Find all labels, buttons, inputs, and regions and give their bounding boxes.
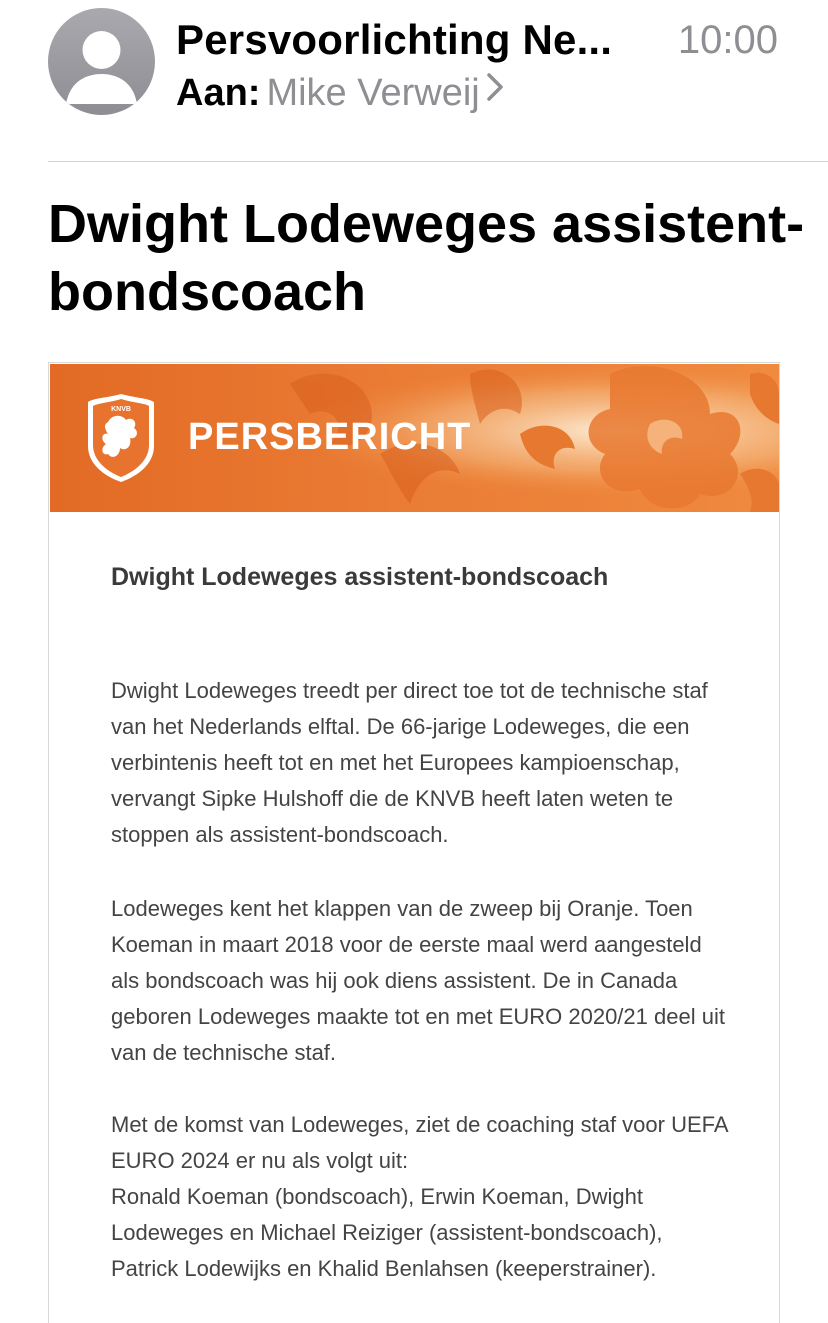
chevron-right-icon[interactable]	[486, 69, 504, 112]
press-release-body	[111, 563, 731, 1281]
sender-name[interactable]: Persvoorlichting Ne...	[176, 16, 613, 63]
knvb-lion-crest-icon	[86, 392, 156, 484]
recipient-name[interactable]: Mike Verweij	[266, 72, 480, 114]
persbericht-banner	[50, 364, 779, 512]
email-subject: Dwight Lodeweges assistent-bondscoach	[48, 194, 805, 322]
email-time: 10:00	[677, 18, 778, 62]
press-release-card	[48, 362, 780, 1323]
header-divider	[48, 161, 828, 162]
banner-label: PERSBERICHT	[188, 416, 472, 458]
paragraph-3-intro: Met de komst van Lodeweges, ziet de coaching staf voor UEFA EURO 2024 er nu als volgt uit:	[111, 1112, 728, 1173]
press-release-title: Dwight Lodeweges assistent-bondscoach	[111, 563, 609, 591]
recipient-row[interactable]	[176, 72, 504, 115]
paragraph-3	[111, 1107, 731, 1287]
person-icon	[48, 8, 155, 115]
paragraph-1: Dwight Lodeweges treedt per direct toe tot de technische staf van het Nederlands elftal. De 66-jarige Lodeweges, die een verbintenis heeft tot en met het Europees kampioenschap, vervangt Sipke Hulshoff die de KNVB heeft laten weten te stoppen als assistent-bondscoach.	[111, 678, 708, 847]
badge-text: KNVB	[111, 406, 131, 413]
to-label: Aan:	[176, 72, 261, 114]
email-header	[0, 0, 828, 162]
paragraph-3-list: Ronald Koeman (bondscoach), Erwin Koeman, Dwight Lodeweges en Michael Reiziger (assistent-bondscoach), Patrick Lodewijks en Khalid Benlahsen (keeperstrainer).	[111, 1184, 663, 1281]
paragraph-2: Lodeweges kent het klappen van de zweep bij Oranje. Toen Koeman in maart 2018 voor de eerste maal werd aangesteld als bondscoach was hij ook diens assistent. De in Canada geboren Lodeweges maakte tot en met EURO 2020/21 deel uit van de technische staf.	[111, 896, 725, 1065]
sender-avatar[interactable]	[48, 8, 155, 115]
